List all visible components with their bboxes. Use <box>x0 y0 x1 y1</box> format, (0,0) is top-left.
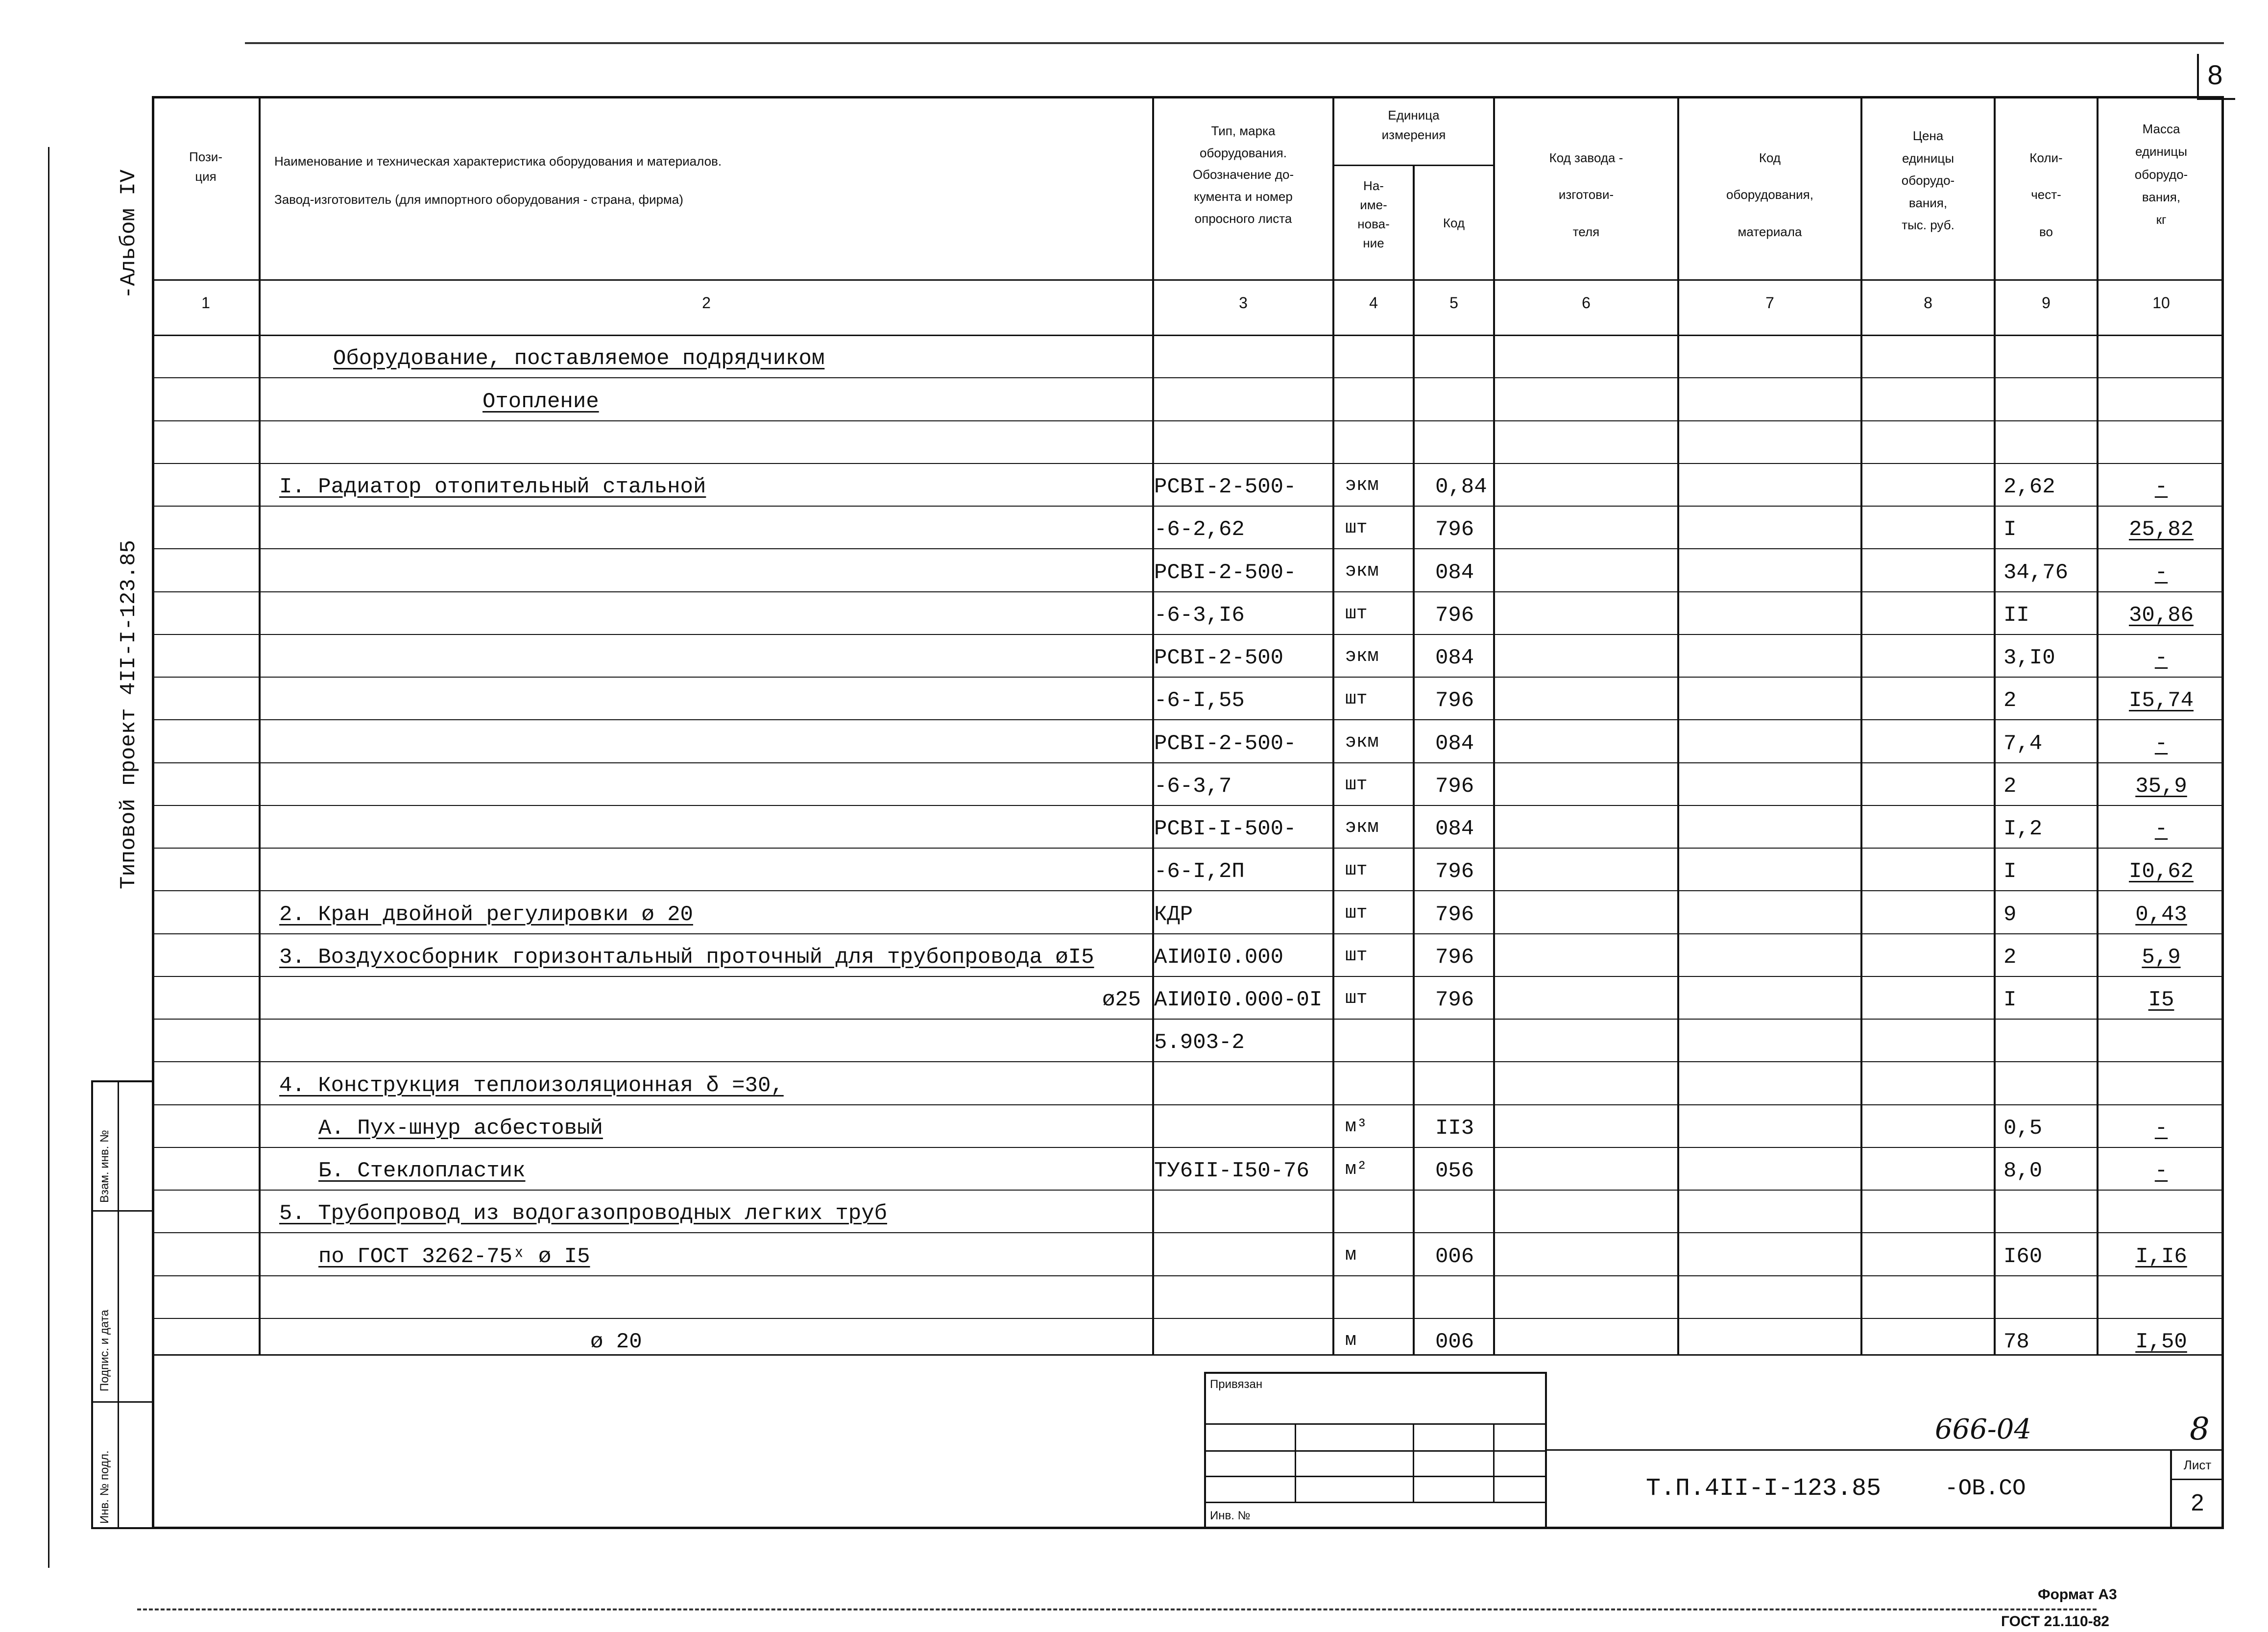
table-row-line <box>152 634 2224 635</box>
row-unit: экм <box>1345 475 1379 496</box>
row-type: РСВI-I-500- <box>1154 817 1297 841</box>
col-line-5 <box>1493 96 1495 1355</box>
row-mass: 35,9 <box>2135 774 2187 799</box>
row-type: РСВI-2-500 <box>1154 646 1284 670</box>
row-type: ТУ6II-I50-76 <box>1154 1159 1309 1183</box>
top-border-line <box>245 42 2224 44</box>
row-unit-code: 084 <box>1435 817 1474 841</box>
row-quantity: 9 <box>2003 902 2017 927</box>
stamp-inv-label: Инв. № <box>1210 1509 1251 1522</box>
row-mass: I0,62 <box>2128 859 2194 884</box>
row-type: -6-2,62 <box>1154 517 1245 542</box>
row-unit-code: 006 <box>1435 1244 1474 1269</box>
row-unit-code: 084 <box>1435 731 1474 756</box>
table-row-line <box>152 420 2224 421</box>
row-name: ø25 <box>1102 988 1141 1012</box>
row-mass: - <box>2154 817 2168 841</box>
row-type: РСВI-2-500- <box>1154 475 1297 499</box>
colnum-3: 3 <box>1239 294 1248 312</box>
row-mass: - <box>2154 646 2168 670</box>
bottom-border-line <box>137 1608 2097 1610</box>
header-unit-code: Код <box>1443 216 1465 230</box>
stamp-sheet-number: 8 <box>2190 1411 2210 1447</box>
row-quantity: I <box>2003 517 2017 542</box>
table-row-line <box>152 933 2224 934</box>
row-unit: шт <box>1345 774 1368 795</box>
row-unit-code: 006 <box>1435 1330 1474 1354</box>
table-row-line <box>152 805 2224 806</box>
row-mass: 5,9 <box>2142 945 2181 970</box>
row-quantity: I <box>2003 859 2017 884</box>
header-bottom-line <box>152 279 2224 281</box>
row-name: ø 20 <box>590 1330 642 1354</box>
row-type: -6-I,2П <box>1154 859 1245 884</box>
table-row-line <box>152 890 2224 891</box>
row-mass: - <box>2154 560 2168 585</box>
row-unit: шт <box>1345 902 1368 924</box>
row-quantity: 2 <box>2003 774 2017 799</box>
stamp-title-line <box>1547 1449 2224 1451</box>
row-unit-code: 084 <box>1435 560 1474 585</box>
row-mass: 30,86 <box>2128 603 2194 628</box>
row-unit: шт <box>1345 859 1368 880</box>
colnum-1: 1 <box>201 294 210 312</box>
stamp-designation-suffix: -ОВ.СО <box>1945 1476 2026 1501</box>
table-row-line <box>152 548 2224 549</box>
col-line-4 <box>1413 165 1415 1355</box>
stamp-line-d <box>1204 1502 1547 1503</box>
row-name: 3. Воздухосборник горизонтальный проточный для трубопровода øI5 <box>279 945 1094 970</box>
row-name: 5. Трубопровод из водогазопроводных легких труб <box>279 1201 888 1226</box>
table-row-line <box>152 848 2224 849</box>
row-name: Оборудование, поставляемое подрядчиком <box>333 346 825 371</box>
row-name: А. Пух-шнур асбестовый <box>318 1116 603 1141</box>
side-field-inventory: Инв. № подл. <box>98 1450 111 1524</box>
header-equipment-code: Код оборудования, материала <box>1726 150 1813 239</box>
stamp-list-line <box>2170 1479 2224 1480</box>
header-unit-group: Единица измерения <box>1381 108 1446 143</box>
header-type: Тип, марка оборудования. Обозначение до- кумента и номер опросного листа <box>1192 123 1294 226</box>
table-row-line <box>152 1318 2224 1319</box>
row-name: по ГОСТ 3262-75ˣ ø I5 <box>318 1244 590 1269</box>
stamp-vline-c <box>1493 1423 1495 1502</box>
row-type: РСВI-2-500- <box>1154 560 1297 585</box>
col-line-6 <box>1677 96 1679 1355</box>
header-mass: Масса единицы оборудо- вания, кг <box>2134 122 2188 227</box>
colnum-bottom-line <box>152 335 2224 336</box>
colnum-5: 5 <box>1449 294 1458 312</box>
row-quantity: I60 <box>2003 1244 2043 1269</box>
stamp-line-b <box>1204 1450 1547 1452</box>
row-mass: I5,74 <box>2128 688 2194 713</box>
colnum-4: 4 <box>1369 294 1378 312</box>
colnum-8: 8 <box>1924 294 1932 312</box>
row-name: 2. Кран двойной регулировки ø 20 <box>279 902 693 927</box>
stamp-line-c <box>1204 1476 1547 1477</box>
table-row-line <box>152 1275 2224 1276</box>
row-unit-code: 084 <box>1435 646 1474 670</box>
row-quantity: 3,I0 <box>2003 646 2055 670</box>
row-type: РСВI-2-500- <box>1154 731 1297 756</box>
page-number: 8 <box>2207 59 2223 90</box>
table-row-line <box>152 1190 2224 1191</box>
row-type: -6-3,7 <box>1154 774 1232 799</box>
row-quantity: I,2 <box>2003 817 2043 841</box>
row-quantity: 0,5 <box>2003 1116 2043 1141</box>
footer-format: Формат А3 <box>2038 1586 2117 1603</box>
side-stamp-divider <box>118 1080 119 1529</box>
row-quantity: II <box>2003 603 2029 628</box>
row-unit: экм <box>1345 731 1379 753</box>
side-field-replace: Взам. инв. № <box>98 1130 111 1203</box>
row-quantity: 2 <box>2003 688 2017 713</box>
table-row-line <box>152 1147 2224 1148</box>
table-row-line <box>152 1232 2224 1233</box>
header-name: Наименование и техническая характеристика оборудования и материалов. Завод-изготовитель (для импортного оборудования - страна, фирма) <box>274 154 722 207</box>
row-type: АIИ0I0.000-0I <box>1154 988 1323 1012</box>
table-row-line <box>152 506 2224 507</box>
row-mass: 25,82 <box>2128 517 2194 542</box>
col-line-8 <box>1994 96 1996 1355</box>
row-type: КДР <box>1154 902 1193 927</box>
footer-gost: ГОСТ 21.110-82 <box>2001 1613 2109 1630</box>
row-unit: м <box>1345 1244 1356 1266</box>
header-factory-code: Код завода - изготови- теля <box>1549 150 1623 239</box>
row-unit: м <box>1345 1330 1356 1351</box>
header-price: Цена единицы оборудо- вания, тыс. руб. <box>1901 128 1955 232</box>
header-unit-name: На- име- нова- ние <box>1357 178 1390 250</box>
row-mass: I5 <box>2148 988 2174 1012</box>
col-line-3 <box>1332 96 1334 1355</box>
row-quantity: 2,62 <box>2003 475 2055 499</box>
row-name: 4. Конструкция теплоизоляционная δ =30, <box>279 1073 784 1098</box>
row-type: 5.903-2 <box>1154 1030 1245 1055</box>
row-mass: I,50 <box>2135 1330 2187 1354</box>
side-stamp-line-1 <box>91 1210 152 1212</box>
table-row-line <box>152 591 2224 592</box>
table-row-line <box>152 762 2224 763</box>
left-margin-line <box>48 147 49 1568</box>
row-unit: шт <box>1345 688 1368 709</box>
row-mass: I,I6 <box>2135 1244 2187 1269</box>
row-quantity: 2 <box>2003 945 2017 970</box>
side-label-project: Типовой проект 4II-I-123.85 <box>117 540 141 889</box>
row-unit-code: II3 <box>1435 1116 1474 1141</box>
stamp-list-label: Лист <box>2183 1458 2212 1472</box>
table-row-line <box>152 1019 2224 1020</box>
row-mass: - <box>2154 475 2168 499</box>
row-name: Б. Стеклопластик <box>318 1159 526 1183</box>
row-mass: - <box>2154 1159 2168 1183</box>
colnum-6: 6 <box>1582 294 1591 312</box>
side-label-album: -Альбом IV <box>117 169 141 299</box>
row-name: I. Радиатор отопительный стальной <box>279 475 706 499</box>
row-mass: - <box>2154 731 2168 756</box>
row-unit-code: 796 <box>1435 859 1474 884</box>
row-unit: экм <box>1345 817 1379 838</box>
colnum-7: 7 <box>1765 294 1774 312</box>
row-unit: экм <box>1345 560 1379 582</box>
side-stamp-line-2 <box>91 1401 152 1403</box>
header-quantity: Коли- чест- во <box>2029 150 2063 239</box>
row-quantity: 8,0 <box>2003 1159 2043 1183</box>
row-mass: - <box>2154 1116 2168 1141</box>
stamp-list-value: 2 <box>2191 1490 2204 1516</box>
row-name: Отопление <box>483 390 599 414</box>
row-unit-code: 796 <box>1435 988 1474 1012</box>
row-unit: шт <box>1345 945 1368 966</box>
row-unit: м³ <box>1345 1116 1368 1137</box>
table-row-line <box>152 719 2224 720</box>
table-row-line <box>152 463 2224 464</box>
row-quantity: I <box>2003 988 2017 1012</box>
table-bottom-line <box>152 1354 2224 1356</box>
row-type: АIИ0I0.000 <box>1154 945 1284 970</box>
stamp-line-a <box>1204 1423 1547 1425</box>
row-quantity: 78 <box>2003 1330 2029 1354</box>
row-unit-code: 0,84 <box>1435 475 1487 499</box>
row-unit-code: 796 <box>1435 774 1474 799</box>
stamp-handwritten-code: 666-04 <box>1935 1413 2032 1445</box>
row-unit-code: 796 <box>1435 603 1474 628</box>
col-line-1 <box>259 96 261 1355</box>
stamp-vline-b <box>1413 1423 1414 1502</box>
row-unit-code: 796 <box>1435 902 1474 927</box>
row-unit-code: 796 <box>1435 688 1474 713</box>
row-type: -6-I,55 <box>1154 688 1245 713</box>
colnum-9: 9 <box>2042 294 2051 312</box>
row-unit-code: 056 <box>1435 1159 1474 1183</box>
row-unit: шт <box>1345 603 1368 624</box>
table-row-line <box>152 377 2224 378</box>
row-type: -6-3,I6 <box>1154 603 1245 628</box>
row-unit: экм <box>1345 646 1379 667</box>
row-unit-code: 796 <box>1435 945 1474 970</box>
row-unit: шт <box>1345 988 1368 1009</box>
table-row-line <box>152 976 2224 977</box>
table-row-line <box>152 677 2224 678</box>
row-quantity: 7,4 <box>2003 731 2043 756</box>
stamp-vline-a <box>1295 1423 1296 1502</box>
col-line-7 <box>1860 96 1862 1355</box>
table-row-line <box>152 1061 2224 1062</box>
colnum-2: 2 <box>702 294 711 312</box>
row-unit: м² <box>1345 1159 1368 1180</box>
colnum-10: 10 <box>2152 294 2170 312</box>
row-quantity: 34,76 <box>2003 560 2069 585</box>
row-unit: шт <box>1345 517 1368 538</box>
row-unit-code: 796 <box>1435 517 1474 542</box>
header-position: Пози- ция <box>189 149 222 184</box>
side-field-signature: Подпис. и дата <box>98 1310 111 1391</box>
stamp-designation: Т.П.4II-I-123.85 <box>1646 1475 1882 1503</box>
stamp-privyazan-label: Привязан <box>1210 1378 1263 1391</box>
table-row-line <box>152 1104 2224 1105</box>
row-mass: 0,43 <box>2135 902 2187 927</box>
